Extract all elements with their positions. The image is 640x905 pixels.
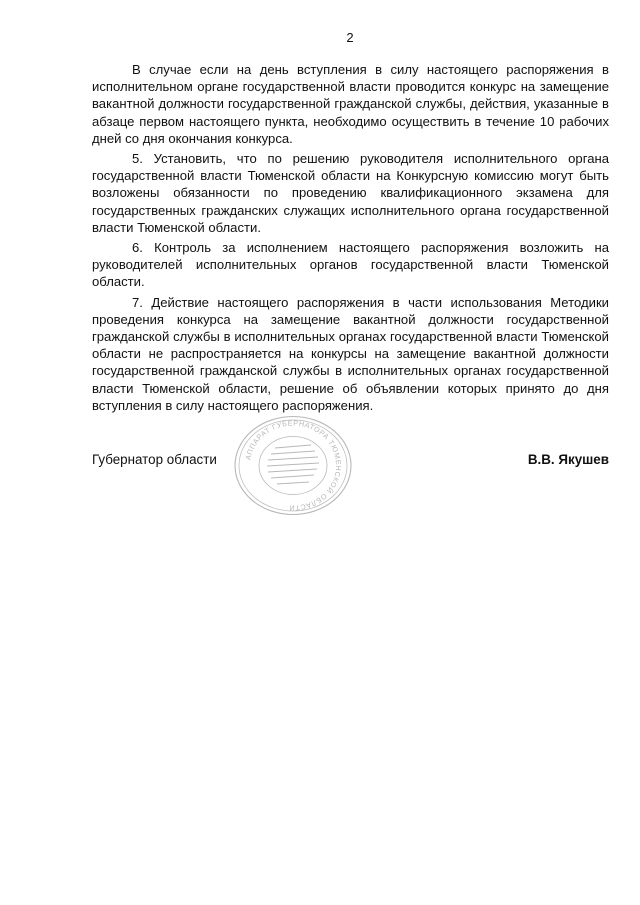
page-number: 2 [346,30,354,45]
official-seal-stamp [231,414,355,517]
paragraph-competition-in-progress: В случае если на день вступления в силу настоящего распоряжения в исполнительном органе государственной власти проводится конкурс на замещение вакантной должности государственной гражданской службы, действия, указанные в абзаце первом настоящего пункта, необходимо осуществить в течение 10 рабочих дней со дня окончания конкурса. [92,62,609,146]
seal-ring-text: АППАРАТ ГУБЕРНАТОРА ТЮМЕНСКОЙ ОБЛАСТИ [243,418,344,513]
signatory-name: В.В. Якушев [527,452,609,467]
paragraph-item-5: 5. Установить, что по решению руководителя исполнительного органа государственной власти Тюменской области на Конкурсную комиссию могут быть возложены обязанности по проведению квалификационного экзамена для государственных гражданских служащих исполнительного органа государственной власти Тюменской области. [92,151,609,235]
paragraph-item-7: 7. Действие настоящего распоряжения в части использования Методики проведения конкурса на замещение вакантной должности государственной гражданской службы в исполнительных органах государственной власти Тюменской области не распространяется на конкурсы на замещение вакантной должности государственной гражданской службы в исполнительных органах государственной власти Тюменской области, решение об объявлении которых принято до дня вступления в силу настоящего распоряжения. [92,294,609,413]
signatory-position: Губернатор области [92,452,217,467]
svg-text:АППАРАТ ГУБЕРНАТОРА ТЮМЕНСКОЙ [243,418,343,512]
paragraph-item-6: 6. Контроль за исполнением настоящего распоряжения возложить на руководителей исполнительных органов государственной власти Тюменской области. [92,240,609,290]
document-body [92,61,609,417]
